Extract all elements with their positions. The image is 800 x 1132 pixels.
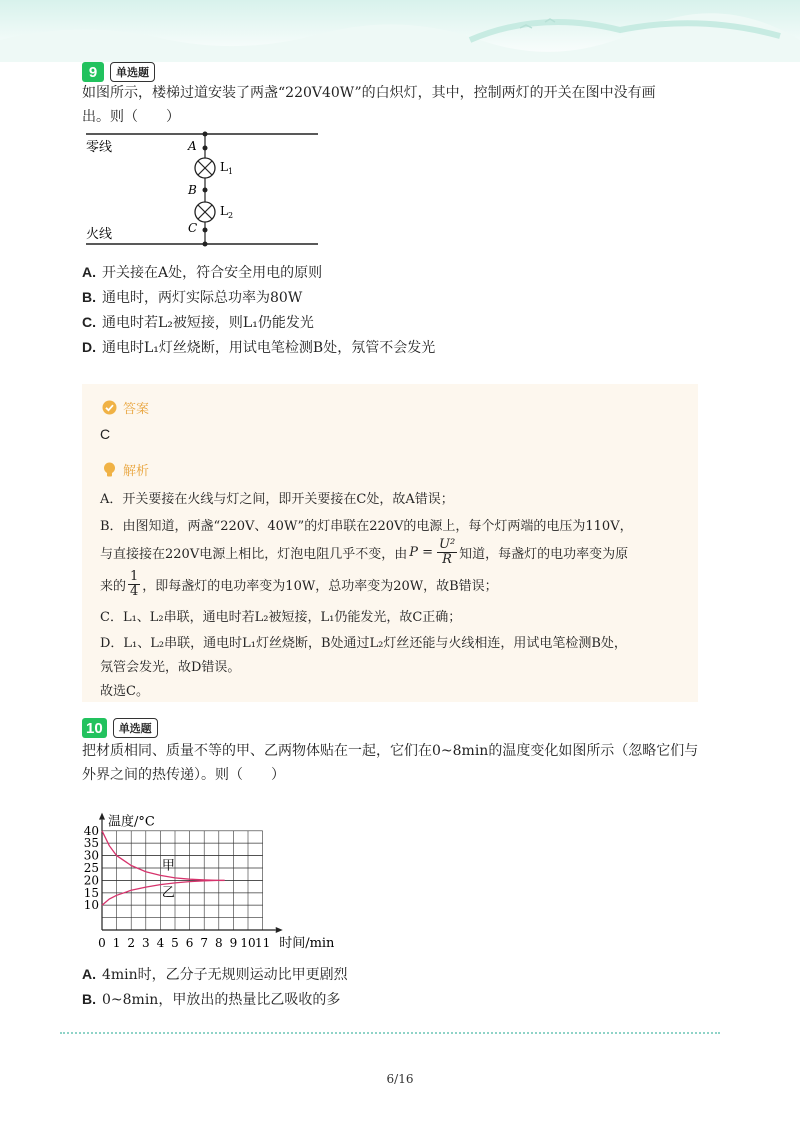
lamp-l1-label: $L_1$ [220,160,234,176]
option-b[interactable]: B. 0~8min，甲放出的热量比乙吸收的多 [82,991,341,1008]
y-axis-label: 温度/°C [108,814,155,830]
question-10-stem-line2: 外界之间的热传递）。则（ ） [82,767,285,783]
analysis-line-6: D．L₁、L₂串联，通电时L₁灯丝烧断，B处通过L₂灯丝还能与火线相连，用试电笔检测B处， [100,636,627,651]
series-label-jia: 甲 [161,858,175,874]
question-type-badge: 单选题 [113,718,158,738]
x-tick-label: 6 [185,936,194,950]
power-formula-fraction: $\frac{\text{U²}}{R}$ [438,536,456,567]
answer-value: C [100,426,111,442]
question-number: 10 [82,718,107,738]
option-b[interactable]: B. 通电时，两灯实际总功率为80W [82,289,303,306]
y-tick-label: 35 [83,836,99,851]
footer-divider [60,1032,720,1034]
point-c-label: C [188,221,198,235]
analysis-line-7: 氖管会发光，故D错误。 [100,660,241,675]
question-9-stem-line1: 如图所示，楼梯过道安装了两盏“220V40W”的白炽灯，其中，控制两灯的开关在图中没有画 [82,85,656,101]
y-tick-label: 40 [83,823,99,838]
x-tick-label: 8 [214,936,223,950]
x-tick-label: 1 [112,936,121,950]
temperature-chart [78,785,348,955]
y-axis-arrow [99,813,105,820]
header-banner [0,0,800,62]
circuit-diagram [82,124,322,250]
x-tick-label: 5 [171,936,179,950]
answer-heading: 答案 [102,398,149,417]
question-10-stem-line1: 把材质相同、质量不等的甲、乙两物体贴在一起，它们在0~8min的温度变化如图所示（忽略它们与 [82,743,699,759]
x-axis-arrow [276,927,283,933]
y-tick-label: 10 [83,898,99,913]
x-tick-label: 11 [254,936,271,950]
y-tick-label: 25 [83,861,99,875]
check-icon [102,400,117,415]
x-tick-label: 3 [141,936,150,950]
analysis-line-5: C．L₁、L₂串联，通电时若L₂被短接，L₁仍能发光，故C正确； [100,610,462,625]
y-tick-label: 20 [83,873,99,888]
lamp-l2 [195,202,215,222]
x-axis-label: 时间/min [279,936,335,951]
quarter-fraction: $\frac{1}{4}$ [130,568,139,599]
x-tick-label: 0 [98,936,106,950]
option-a[interactable]: A. 4min时，乙分子无规则运动比甲更剧烈 [82,966,348,983]
analysis-line-1: A．开关要接在火线与灯之间，即开关要接在C处，故A错误； [100,492,454,507]
analysis-heading: 解析 [102,460,149,479]
neutral-wire-label: 零线 [86,140,113,155]
y-tick-label: 15 [83,885,99,900]
option-a[interactable]: A. 开关接在A处，符合安全用电的原则 [82,264,323,281]
live-wire-label: 火线 [86,227,113,242]
question-10-header [82,718,158,738]
question-9-header [82,62,155,82]
x-tick-label: 10 [240,936,256,950]
x-tick-label: 4 [156,936,165,950]
option-c[interactable]: C. 通电时若L₂被短接，则L₁仍能发光 [82,314,314,331]
question-type-badge: 单选题 [110,62,155,82]
lamp-l1 [195,158,215,178]
question-number: 9 [82,62,104,82]
analysis-line-8: 故选C。 [100,684,149,699]
analysis-line-3: 与直接接在220V电源上相比，灯泡电阻几乎不变，由 P = $\frac{\text{U²}}{R}$ 知道，每盏灯的电功率变为原 [100,536,629,567]
analysis-line-4: 来的 $\frac{1}{4}$ ，即每盏灯的电功率变为10W，总功率变为20W，故B错误； [100,568,498,599]
series-label-yi: 乙 [161,885,175,901]
analysis-line-2: B．由图知道，两盏“220V、40W”的灯串联在220V的电源上，每个灯两端的电压为110V， [100,519,633,534]
lightbulb-icon [102,462,117,478]
y-tick-label: 30 [83,848,99,863]
lamp-l2-label: $L_2$ [220,204,234,220]
x-tick-label: 2 [127,936,136,950]
x-tick-label: 7 [200,936,209,950]
point-b-label: B [188,183,197,197]
point-a-label: A [188,139,197,153]
x-tick-label: 9 [229,936,238,950]
page-number: 6/16 [386,1072,414,1086]
option-d[interactable]: D. 通电时L₁灯丝烧断，用试电笔检测B处，氖管不会发光 [82,339,436,356]
question-9-stem-line2: 出。则（ ） [82,109,180,125]
